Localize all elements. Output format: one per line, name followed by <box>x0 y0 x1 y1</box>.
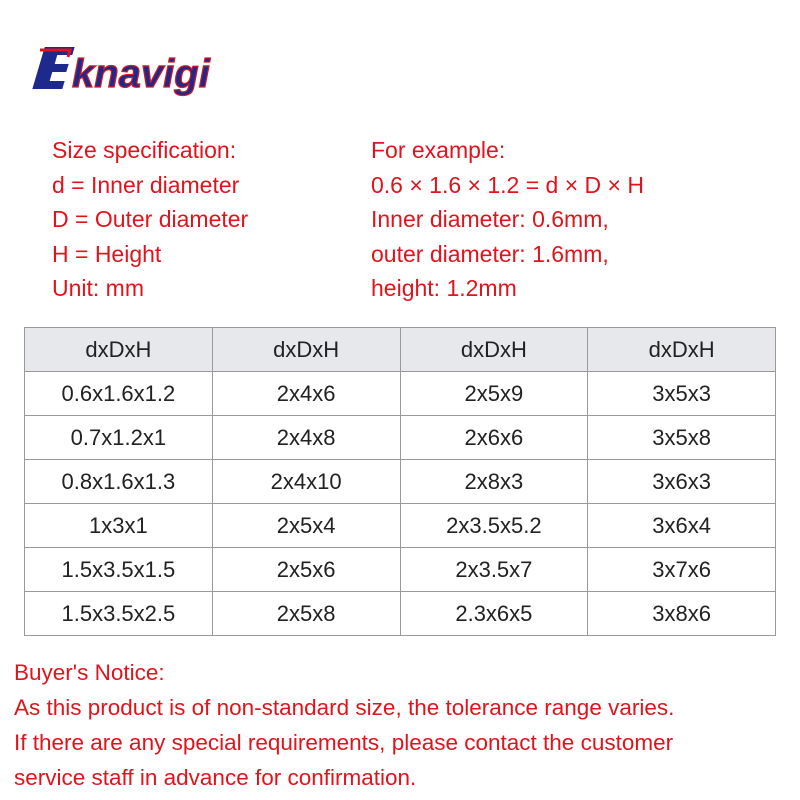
column-header: dxDxH <box>212 328 400 372</box>
spec-line: H = Height <box>52 240 162 267</box>
table-row <box>25 504 776 548</box>
table-cell: 1.5x3.5x2.5 <box>25 592 213 636</box>
table-cell: 2x3.5x5.2 <box>400 504 588 548</box>
table-cell: 3x6x4 <box>588 504 776 548</box>
spec-line: d = Inner diameter <box>52 171 240 198</box>
table-row <box>25 460 776 504</box>
table-cell: 2x8x3 <box>400 460 588 504</box>
table-row <box>25 548 776 592</box>
table-cell: 3x5x8 <box>588 416 776 460</box>
column-header: dxDxH <box>25 328 213 372</box>
buyers-notice <box>14 655 674 795</box>
spec-line: D = Outer diameter <box>52 206 249 232</box>
example-line: For example: <box>371 137 506 163</box>
notice-line: If there are any special requirements, please contact the customer <box>14 730 674 755</box>
table-cell: 2x5x8 <box>212 592 400 636</box>
table-cell: 3x5x3 <box>588 372 776 416</box>
size-example <box>371 133 644 306</box>
notice-line: As this product is of non-standard size, the tolerance range varies. <box>14 695 675 720</box>
table-cell: 2x5x6 <box>212 548 400 592</box>
table-cell: 0.7x1.2x1 <box>25 416 213 460</box>
notice-title: Buyer's Notice: <box>14 660 165 685</box>
table-cell: 0.6x1.6x1.2 <box>25 372 213 416</box>
notice-line: service staff in advance for confirmation. <box>14 765 417 790</box>
size-specification <box>52 133 248 306</box>
table-cell: 2x4x8 <box>212 416 400 460</box>
table-cell: 0.8x1.6x1.3 <box>25 460 213 504</box>
brand-logo <box>30 30 230 100</box>
table-row <box>25 592 776 636</box>
size-table <box>24 327 776 636</box>
spec-line: Size specification: <box>52 137 237 163</box>
table-cell: 2x5x9 <box>400 372 588 416</box>
column-header: dxDxH <box>588 328 776 372</box>
table-cell: 1x3x1 <box>25 504 213 548</box>
table-cell: 2x6x6 <box>400 416 588 460</box>
example-line: outer diameter: 1.6mm, <box>371 240 609 267</box>
brand-logo-graphic <box>30 30 230 100</box>
example-line: Inner diameter: 0.6mm, <box>371 206 609 232</box>
table-cell: 2x3.5x7 <box>400 548 588 592</box>
table-cell: 2x4x10 <box>212 460 400 504</box>
table-cell: 2x4x6 <box>212 372 400 416</box>
table-cell: 3x7x6 <box>588 548 776 592</box>
example-line: 0.6 × 1.6 × 1.2 = d × D × H <box>371 171 644 198</box>
table-header-row <box>25 328 776 372</box>
table-cell: 2x5x4 <box>212 504 400 548</box>
table-row <box>25 372 776 416</box>
table-cell: 3x8x6 <box>588 592 776 636</box>
column-header: dxDxH <box>400 328 588 372</box>
example-line: height: 1.2mm <box>371 275 517 301</box>
spec-line: Unit: mm <box>52 275 144 301</box>
table-cell: 3x6x3 <box>588 460 776 504</box>
table-cell: 2.3x6x5 <box>400 592 588 636</box>
brand-logo-text: knavigi <box>72 52 210 96</box>
table-cell: 1.5x3.5x1.5 <box>25 548 213 592</box>
table-row <box>25 416 776 460</box>
